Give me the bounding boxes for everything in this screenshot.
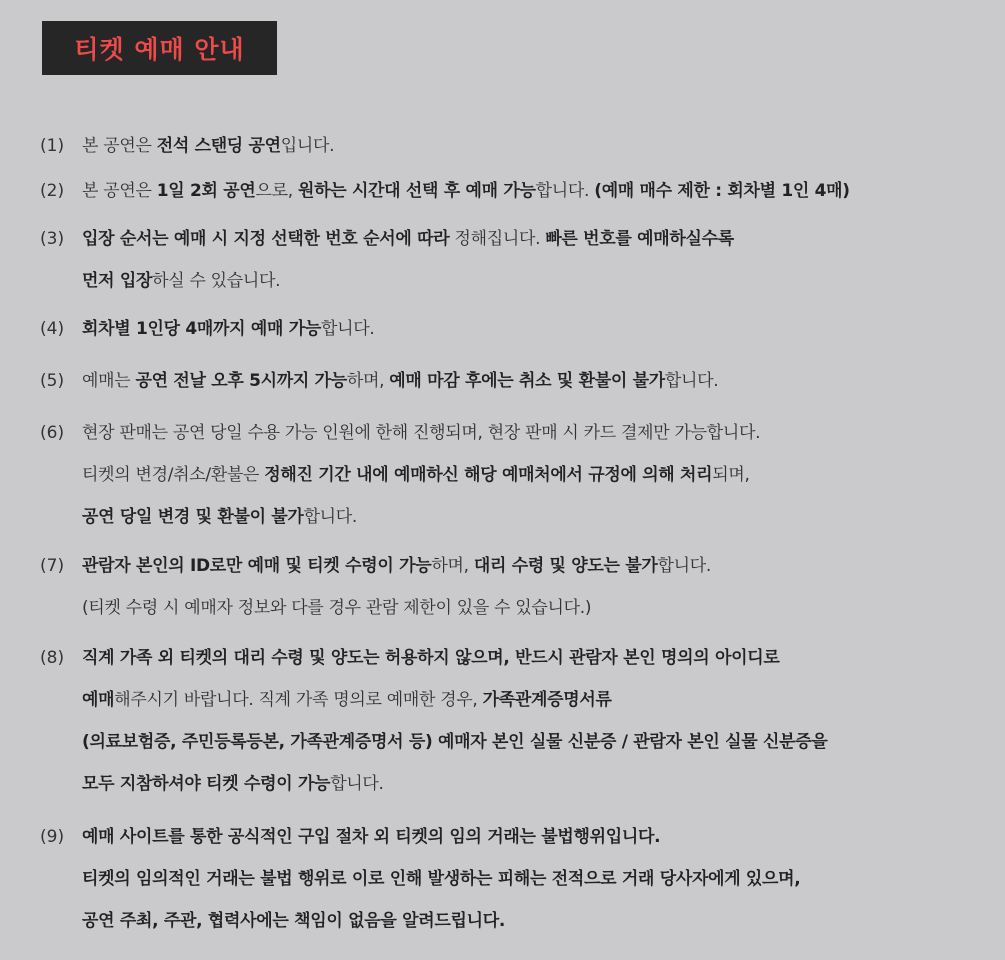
notice-text: 본 공연은 [82, 136, 157, 156]
notice-text: 합니다. [664, 371, 719, 391]
notice-number: (9) [40, 827, 65, 847]
notice-number: (1) [40, 136, 65, 156]
notice-line [82, 412, 991, 454]
emphasis-text: 가족관계증명서류 [482, 690, 612, 710]
notice-line [82, 308, 991, 350]
notice-body [82, 412, 991, 538]
notice-body [82, 816, 991, 942]
notice-text: 입니다. [280, 136, 335, 156]
notice-item [40, 360, 991, 402]
notice-number: (2) [40, 181, 65, 201]
notice-text: 본 공연은 [82, 181, 157, 201]
notice-line [82, 360, 991, 402]
notice-item [40, 816, 991, 942]
page-title: 티켓 예매 안내 [42, 21, 277, 75]
notice-number: (7) [40, 556, 65, 576]
emphasis-text: 먼저 입장 [82, 271, 153, 291]
notice-body [82, 545, 991, 629]
notice-body [82, 308, 991, 350]
emphasis-text: 직계 가족 외 티켓의 대리 수령 및 양도는 허용하지 않으며, 반드시 관람자 본인 명의의 아이디로 [82, 648, 780, 668]
notice-text: 티켓의 변경/취소/환불은 [82, 465, 265, 485]
notice-line [82, 763, 991, 805]
notice-line [82, 170, 991, 212]
notice-number: (8) [40, 648, 65, 668]
notice-number: (5) [40, 371, 65, 391]
notice-item [40, 637, 991, 805]
notice-text: 합니다. [321, 319, 375, 339]
notice-line [82, 679, 991, 721]
emphasis-text: 공연 당일 변경 및 환불이 불가 [82, 507, 304, 527]
emphasis-text: 예매 사이트를 통한 공식적인 구입 절차 외 티켓의 임의 거래는 불법행위입니다. [82, 827, 661, 847]
notice-text: 하실 수 있습니다. [152, 271, 281, 291]
notice-text: 정해집니다. [449, 229, 546, 249]
notice-item [40, 125, 991, 167]
notice-line [82, 454, 991, 496]
notice-text: 합니다. [330, 774, 384, 794]
notice-number: (3) [40, 229, 65, 249]
notice-body [82, 360, 991, 402]
notice-line [82, 858, 991, 900]
notice-text: 합니다. [303, 507, 358, 527]
emphasis-text: 예매 마감 후에는 취소 및 환불이 불가 [389, 371, 665, 391]
emphasis-text: 전석 스탠딩 공연 [156, 136, 281, 156]
notice-body [82, 637, 991, 805]
emphasis-text: 티켓의 임의적인 거래는 불법 행위로 이로 인해 발생하는 피해는 전적으로 거래 당사자에게 있으며, [82, 869, 801, 889]
emphasis-text: 입장 순서는 예매 시 지정 선택한 번호 순서에 따라 [82, 229, 450, 249]
notice-line [82, 125, 991, 167]
notice-body [82, 218, 991, 302]
notice-text: 으로, [255, 181, 298, 201]
notice-number: (4) [40, 319, 65, 339]
emphasis-text: 빠른 번호를 예매하실수록 [545, 229, 734, 249]
emphasis-text: 대리 수령 및 양도는 불가 [473, 556, 658, 576]
notice-text: 예매는 [82, 371, 136, 391]
notice-item [40, 308, 991, 350]
notice-number: (6) [40, 423, 65, 443]
emphasis-text: 공연 주최, 주관, 협력사에는 책임이 없음을 알려드립니다. [82, 911, 505, 931]
notice-text: 하며, [346, 371, 390, 391]
notice-text: 되며, [712, 465, 750, 485]
notice-body [82, 170, 991, 212]
notice-text: 하며, [431, 556, 474, 576]
notice-line [82, 218, 991, 260]
emphasis-text: (예매 매수 제한 : 회차별 1인 4매) [594, 181, 850, 201]
emphasis-text: 공연 전날 오후 5시까지 가능 [135, 371, 347, 391]
notice-list [40, 125, 991, 942]
notice-item [40, 545, 991, 629]
notice-body [82, 125, 991, 167]
notice-text: 해주시기 바랍니다. 직계 가족 명의로 예매한 경우, [114, 690, 483, 710]
notice-line [82, 545, 991, 587]
notice-text: 합니다. [535, 181, 595, 201]
emphasis-text: 원하는 시간대 선택 후 예매 가능 [297, 181, 536, 201]
notice-text: 합니다. [657, 556, 712, 576]
notice-line [82, 260, 991, 302]
emphasis-text: 정해진 기간 내에 예매하신 해당 예매처에서 규정에 의해 처리 [264, 465, 713, 485]
notice-line [82, 900, 991, 942]
notice-line [82, 816, 991, 858]
notice-line [82, 637, 991, 679]
notice-item [40, 412, 991, 538]
notice-line [82, 721, 991, 763]
emphasis-text: 1일 2회 공연 [156, 181, 256, 201]
emphasis-text: 회차별 1인당 4매까지 예매 가능 [82, 319, 321, 339]
emphasis-text: 모두 지참하셔야 티켓 수령이 가능 [82, 774, 331, 794]
notice-line [82, 496, 991, 538]
notice-line [82, 587, 991, 629]
emphasis-text: 예매 [82, 690, 115, 710]
notice-item [40, 218, 991, 302]
emphasis-text: 관람자 본인의 ID로만 예매 및 티켓 수령이 가능 [82, 556, 432, 576]
notice-item [40, 170, 991, 212]
emphasis-text: (의료보험증, 주민등록등본, 가족관계증명서 등) 예매자 본인 실물 신분증 / 관람자 본인 실물 신분증을 [82, 732, 828, 752]
notice-text: 현장 판매는 공연 당일 수용 가능 인원에 한해 진행되며, 현장 판매 시 카드 결제만 가능합니다. [82, 423, 761, 443]
notice-text: (티켓 수령 시 예매자 정보와 다를 경우 관람 제한이 있을 수 있습니다.) [82, 598, 592, 618]
